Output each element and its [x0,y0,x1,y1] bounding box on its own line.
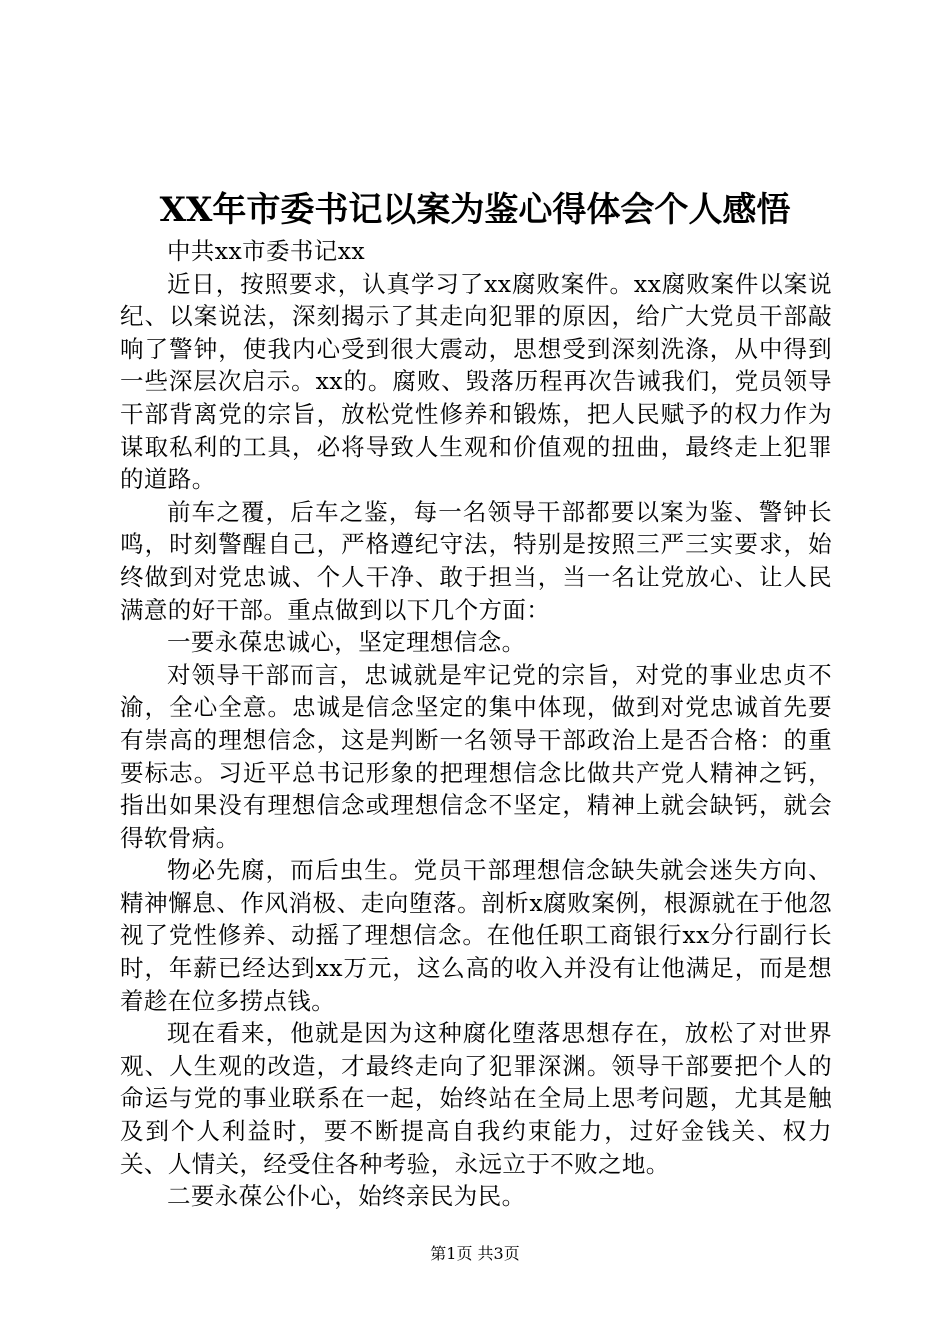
paragraph: 近日，按照要求，认真学习了xx腐败案件。xx腐败案件以案说纪、以案说法，深刻揭示了其走向犯罪的原因，给广大党员干部敲响了警钟，使我内心受到很大震动，思想受到深刻洗涤，从中得到一些深层次启示。xx的。腐败、毁落历程再次告诫我们，党员领导干部背离党的宗旨，放松党性修养和锻炼，把人民赋予的权力作为谋取私利的工具，必将导致人生观和价值观的扭曲，最终走上犯罪的道路。 [120,269,832,494]
paragraph: 物必先腐，而后虫生。党员干部理想信念缺失就会迷失方向、精神懈息、作风消极、走向堕落。剖析x腐败案例，根源就在于他忽视了党性修养、动摇了理想信念。在他任职工商银行xx分行副行长时，年薪已经达到xx万元，这么高的收入并没有让他满足，而是想着趁在位多捞点钱。 [120,856,832,1015]
section-heading: 一要永葆忠诚心，坚定理想信念。 [167,628,526,657]
section-heading: 二要永葆公仆心，始终亲民为民。 [167,1182,526,1211]
paragraph: 现在看来，他就是因为这种腐化堕落思想存在，放松了对世界观、人生观的改造，才最终走向了犯罪深渊。领导干部要把个人的命运与党的事业联系在一起，始终站在全局上思考问题，尤其是触及到个人利益时，要不断提高自我约束能力，过好金钱关、权力关、人情关，经受住各种考验，永远立于不败之地。 [120,1019,832,1178]
author-line: 中共xx市委书记xx [167,237,366,265]
document-title: XX年市委书记以案为鉴心得体会个人感悟 [159,190,791,230]
paragraph: 对领导干部而言，忠诚就是牢记党的宗旨，对党的事业忠贞不渝，全心全意。忠诚是信念坚定的集中体现，做到对党忠诚首先要有崇高的理想信念，这是判断一名领导干部政治上是否合格：的重要标志。习近平总书记形象的把理想信念比做共产党人精神之钙，指出如果没有理想信念或理想信念不坚定，精神上就会缺钙，就会得软骨病。 [120,660,832,852]
page-footer: 第1页 共3页 [430,1244,520,1263]
paragraph: 前车之覆，后车之鉴，每一名领导干部都要以案为鉴、警钟长鸣，时刻警醒自己，严格遵纪守法，特别是按照三严三实要求，始终做到对党忠诚、个人干净、敢于担当，当一名让党放心、让人民满意的好干部。重点做到以下几个方面： [120,497,832,624]
document-body [120,235,832,1213]
